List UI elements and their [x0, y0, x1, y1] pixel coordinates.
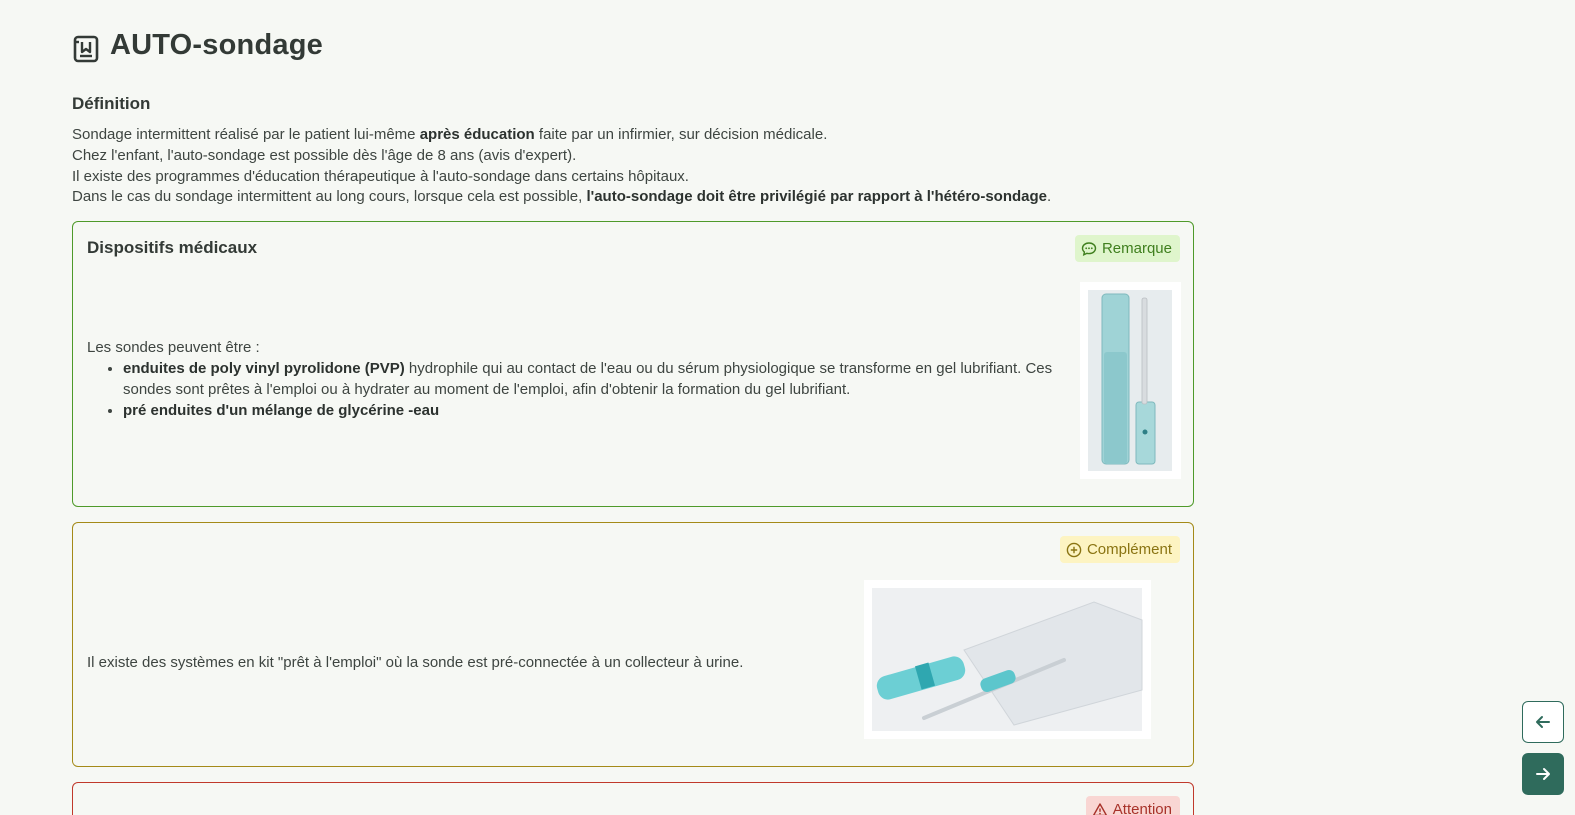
- devices-list: [123, 358, 1067, 421]
- next-page-button[interactable]: [1522, 753, 1564, 795]
- devices-card-body: [87, 337, 1067, 421]
- list-item: • pré enduites d'un mélange de glycérine -eau: [123, 400, 1067, 421]
- list-item: • enduites de poly vinyl pyrolidone (PVP) hydrophile qui au contact de l'eau ou du sérum physiologique se transforme en gel lubrifiant. Ces sondes sont prêtes à l'emploi ou à hydrater au moment de l'emploi, afin d'obtenir la formation du gel lubrifiant.: [123, 358, 1067, 400]
- definition-line-2: Chez l'enfant, l'auto-sondage est possible dès l'âge de 8 ans (avis d'expert).: [72, 146, 577, 164]
- definition-text: [72, 125, 1194, 208]
- complement-text: Il existe des systèmes en kit "prêt à l'emploi" où la sonde est pré-connectée à un collecteur à urine.: [87, 654, 744, 671]
- definition-heading: Définition: [72, 94, 151, 113]
- chat-bubble-icon: [1081, 241, 1097, 257]
- arrow-right-icon: [1533, 764, 1553, 784]
- devices-card-title: Dispositifs médicaux: [87, 238, 258, 257]
- catheter-kit-image: [864, 580, 1151, 739]
- remark-badge: [1075, 235, 1180, 262]
- attention-card: [72, 782, 1194, 815]
- page-content: [72, 0, 1194, 815]
- arrow-left-icon: [1533, 712, 1553, 732]
- definition-line-3: Il existe des programmes d'éducation thérapeutique à l'auto-sondage dans certains hôpitaux.: [72, 167, 689, 185]
- previous-page-button[interactable]: [1522, 701, 1564, 743]
- attention-badge: [1086, 796, 1180, 815]
- attention-badge-label: Attention: [1112, 801, 1172, 815]
- devices-intro: Les sondes peuvent être :: [87, 339, 260, 356]
- plus-circle-icon: [1066, 542, 1082, 558]
- definition-line-1: Sondage intermittent réalisé par le patient lui-même après éducation faite par un infirmier, sur décision médicale.: [72, 126, 828, 143]
- definition-line-4: Dans le cas du sondage intermittent au long cours, lorsque cela est possible, l'auto-sondage doit être privilégié par rapport à l'hétéro-sondage.: [72, 188, 1052, 206]
- book-bookmark-icon: [72, 33, 100, 63]
- page-title: AUTO-sondage: [110, 28, 323, 61]
- complement-badge-label: Complément: [1086, 541, 1172, 558]
- devices-card: [72, 221, 1194, 507]
- warning-triangle-icon: [1092, 802, 1108, 815]
- remark-badge-label: Remarque: [1101, 240, 1172, 257]
- complement-badge: [1060, 536, 1180, 563]
- title-row: [72, 27, 1194, 63]
- complement-card: [72, 522, 1194, 767]
- catheter-product-image: [1080, 282, 1181, 479]
